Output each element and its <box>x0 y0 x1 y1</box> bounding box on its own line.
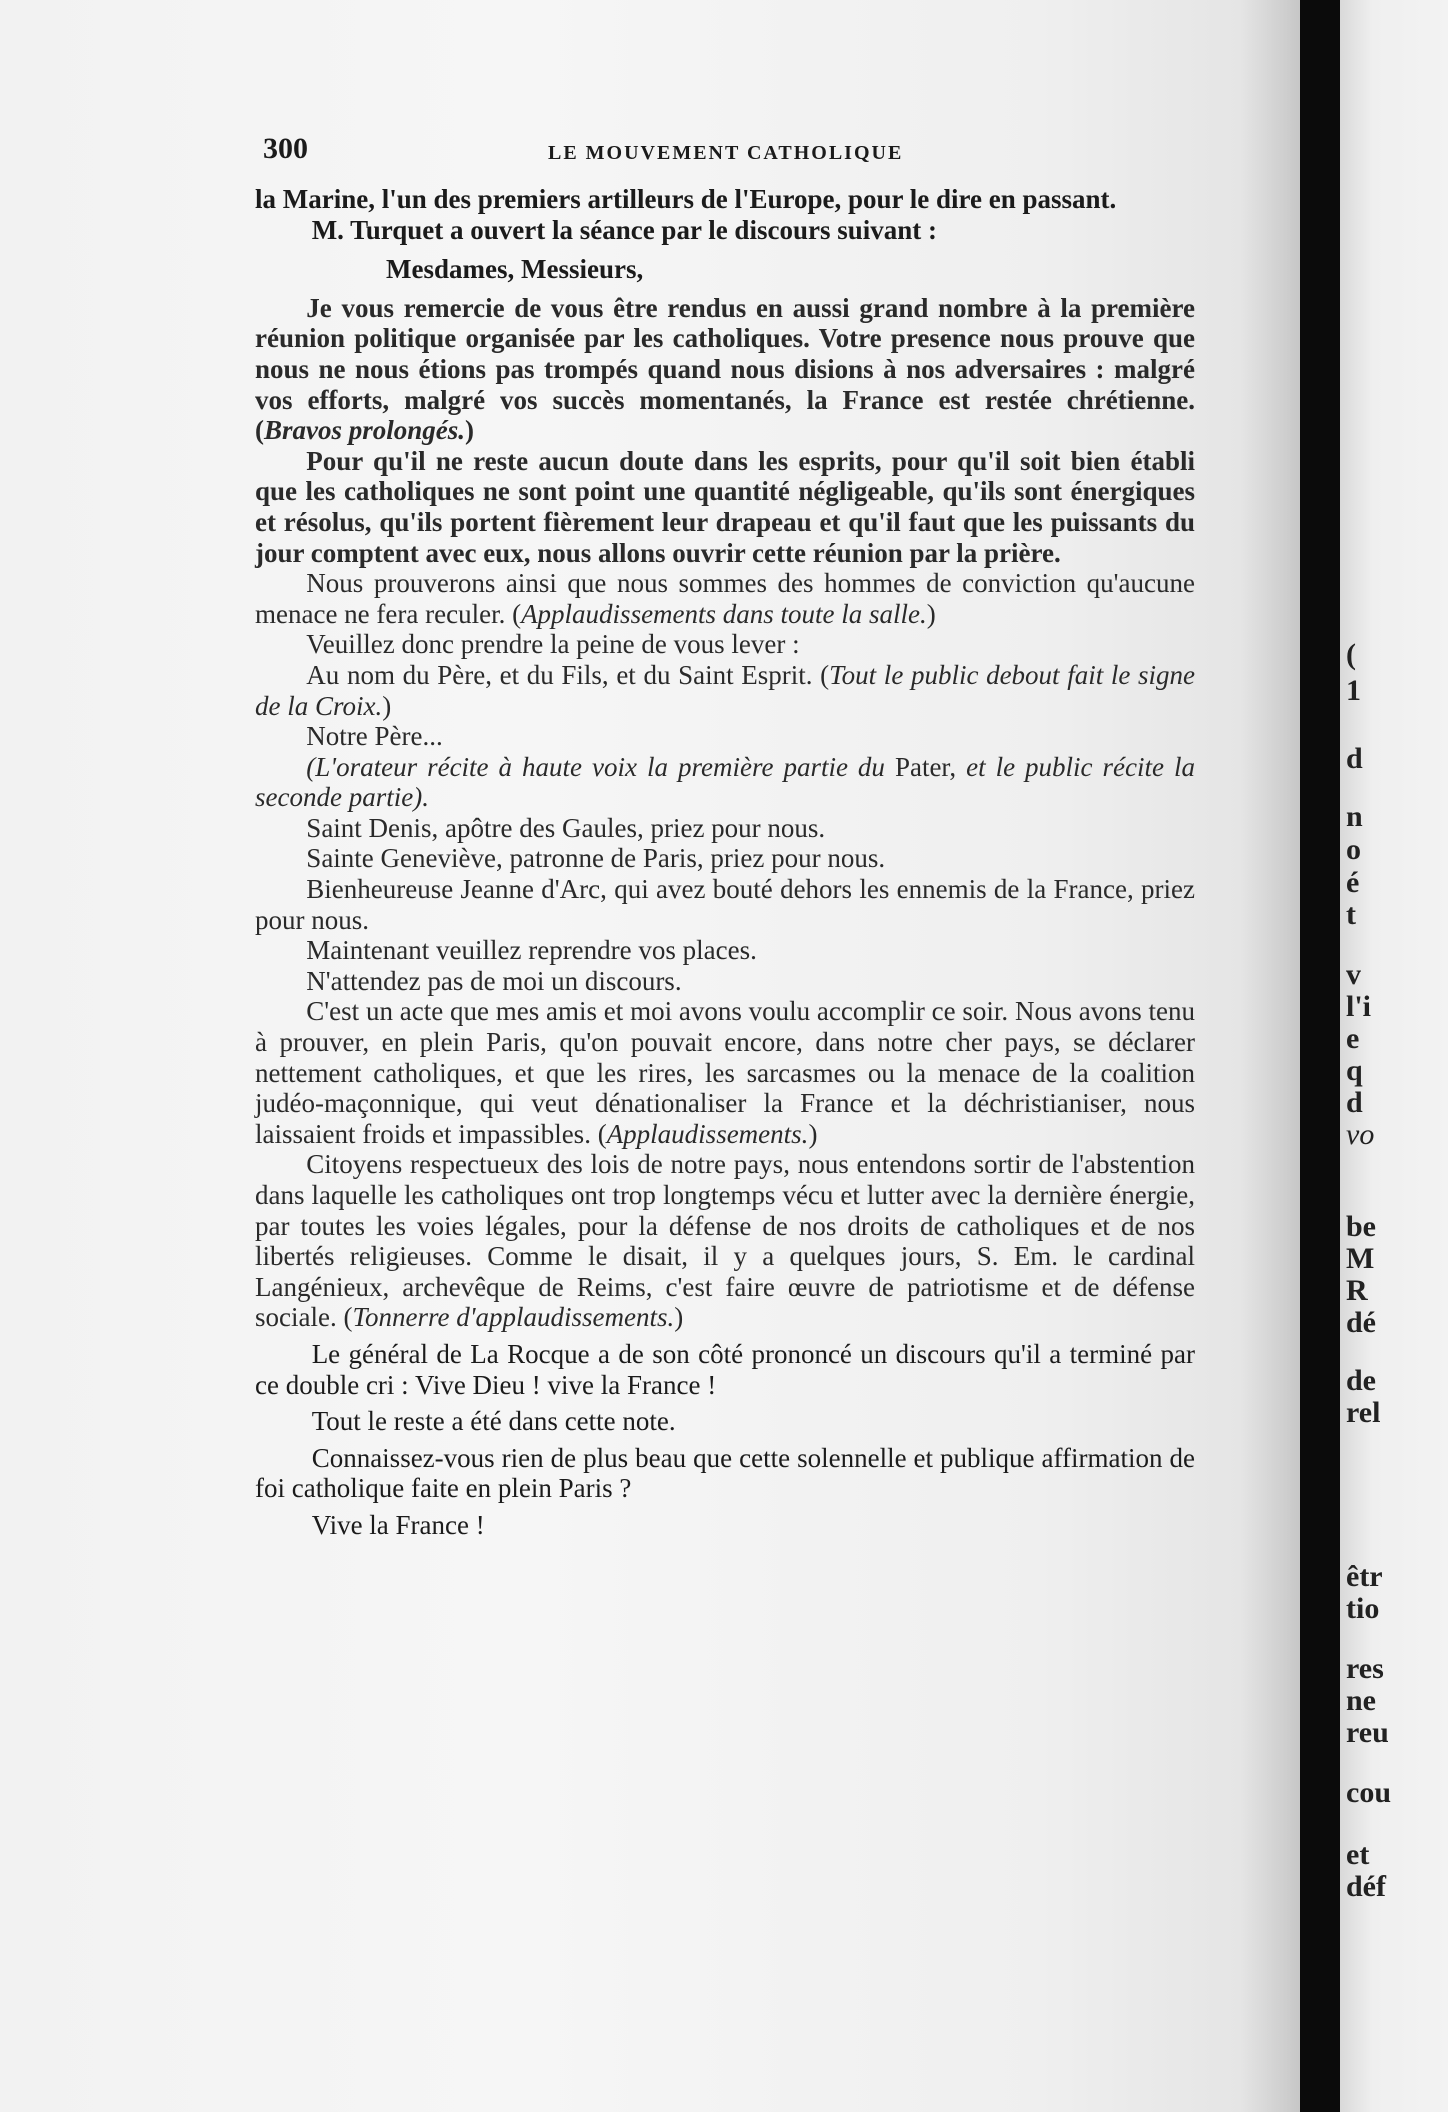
speech-block <box>255 293 1195 1333</box>
edge-fragment: de <box>1346 1364 1376 1397</box>
paragraph: Connaissez-vous rien de plus beau que cette solennelle et publique affirmation de foi catholique faite en plein Paris ? <box>255 1442 1195 1504</box>
speech-paragraph: (L'orateur récite à haute voix la première partie du Pater, et le public récite la seconde partie). <box>255 751 1196 813</box>
speech-paragraph: C'est un acte que mes amis et moi avons voulu accomplir ce soir. Nous avons tenu à prouver, en plein Paris, qu'on pouvait encore, dans notre cher pays, se déclarer nettement catholiques, et que les rires, les sarcasmes ou la menace de la coalition judéo-maçonnique, qui veut dénationaliser la France et la déchristianiser, nous laissaient froids et impassibles. (Applaudissements.) <box>255 996 1195 1149</box>
edge-fragment: q <box>1346 1054 1363 1087</box>
paragraph: M. Turquet a ouvert la séance par le discours suivant : <box>311 214 937 245</box>
speech-paragraph: Maintenant veuillez reprendre vos places. <box>306 935 757 966</box>
speech-paragraph: Nous prouverons ainsi que nous sommes des hommes de conviction qu'aucune menace ne fera reculer. (Applaudissements dans toute la salle.) <box>255 568 1195 629</box>
edge-fragment: dé <box>1346 1306 1376 1339</box>
page-header <box>263 132 1183 172</box>
edge-fragment: et <box>1346 1838 1370 1871</box>
running-title: LE MOUVEMENT CATHOLIQUE <box>548 142 904 164</box>
edge-fragment: 1 <box>1346 674 1361 707</box>
speech-paragraph: Bienheureuse Jeanne d'Arc, qui avez bouté dehors les ennemis de la France, priez pour nous. <box>255 874 1195 935</box>
edge-fragment: é <box>1346 866 1360 899</box>
speech-paragraph: Au nom du Père, et du Fils, et du Saint Esprit. (Tout le public debout fait le signe de la Croix.) <box>255 659 1195 721</box>
paragraph: la Marine, l'un des premiers artilleurs de l'Europe, pour le dire en passant. <box>255 184 1117 214</box>
edge-fragment: cou <box>1346 1776 1391 1809</box>
edge-fragment: v <box>1346 958 1361 991</box>
edge-fragment: n <box>1346 800 1363 833</box>
speech-paragraph: Pour qu'il ne reste aucun doute dans les esprits, pour qu'il soit bien établi que les catholiques ne sont point une quantité négligeable, qu'ils sont énergiques et résolus, qu'ils portent fièrement leur drapeau et qu'il faut que les puissants du jour comptent avec eux, nous allons ouvrir cette réunion par la prière. <box>255 445 1195 568</box>
page-number: 300 <box>263 132 308 165</box>
edge-fragment: vo <box>1346 1118 1375 1151</box>
edge-fragment: d <box>1346 742 1363 775</box>
speech-paragraph: Notre Père... <box>306 721 443 752</box>
salutation: Mesdames, Messieurs, <box>386 254 644 285</box>
paragraph: Le général de La Rocque a de son côté prononcé un discours qu'il a terminé par ce double cri : Vive Dieu ! vive la France ! <box>255 1338 1195 1400</box>
edge-fragment: rel <box>1346 1396 1381 1429</box>
edge-fragment: l'i <box>1346 990 1372 1023</box>
speech-paragraph: Saint Denis, apôtre des Gaules, priez pour nous. <box>306 812 826 843</box>
speech-paragraph: Citoyens respectueux des lois de notre pays, nous entendons sortir de l'abstention dans laquelle les catholiques ont trop longtemps vécu et lutter avec la dernière énergie, par toutes les voies légales, pour la défense de nos droits de catholiques et de nos libertés religieuses. Comme le disait, il y a quelques jours, S. Em. le cardinal Langénieux, archevêque de Reims, c'est faire œuvre de patriotisme et de défense sociale. (Tonnerre d'applaudissements.) <box>255 1149 1195 1333</box>
edge-fragment: be <box>1346 1210 1376 1243</box>
edge-fragment: déf <box>1346 1870 1386 1903</box>
edge-fragment: êtr <box>1346 1560 1383 1593</box>
page-body <box>255 184 1195 1541</box>
edge-fragment: res <box>1346 1652 1384 1685</box>
edge-fragment: e <box>1346 1022 1360 1055</box>
edge-fragment: R <box>1346 1274 1368 1307</box>
speech-paragraph: Sainte Geneviève, patronne de Paris, priez pour nous. <box>306 843 886 874</box>
edge-fragment: ( <box>1346 638 1356 671</box>
edge-fragment: d <box>1346 1086 1363 1119</box>
paragraph: Tout le reste a été dans cette note. <box>311 1406 676 1437</box>
edge-fragment: M <box>1346 1242 1375 1275</box>
paragraph: Vive la France ! <box>311 1509 485 1540</box>
edge-fragment: o <box>1346 833 1361 866</box>
speech-paragraph: Je vous remercie de vous être rendus en aussi grand nombre à la première réunion politique organisée par les catholiques. Votre presence nous prouve que nous ne nous étions pas trompés quand nous disions à nos adversaires : malgré vos efforts, malgré vos succès momentanés, la France est restée chrétienne. (Bravos prolongés.) <box>255 292 1195 446</box>
edge-fragment: ne <box>1346 1684 1376 1717</box>
closing-block <box>255 1339 1195 1541</box>
edge-fragment: tio <box>1346 1592 1380 1625</box>
edge-fragment: t <box>1346 898 1356 931</box>
gutter-shadow <box>1240 0 1300 2112</box>
edge-fragment: reu <box>1346 1716 1389 1749</box>
speech-paragraph: N'attendez pas de moi un discours. <box>306 965 682 996</box>
speech-paragraph: Veuillez donc prendre la peine de vous lever : <box>306 629 800 660</box>
adjacent-page-edge <box>1340 0 1448 2112</box>
book-binding-gutter <box>1300 0 1340 2112</box>
